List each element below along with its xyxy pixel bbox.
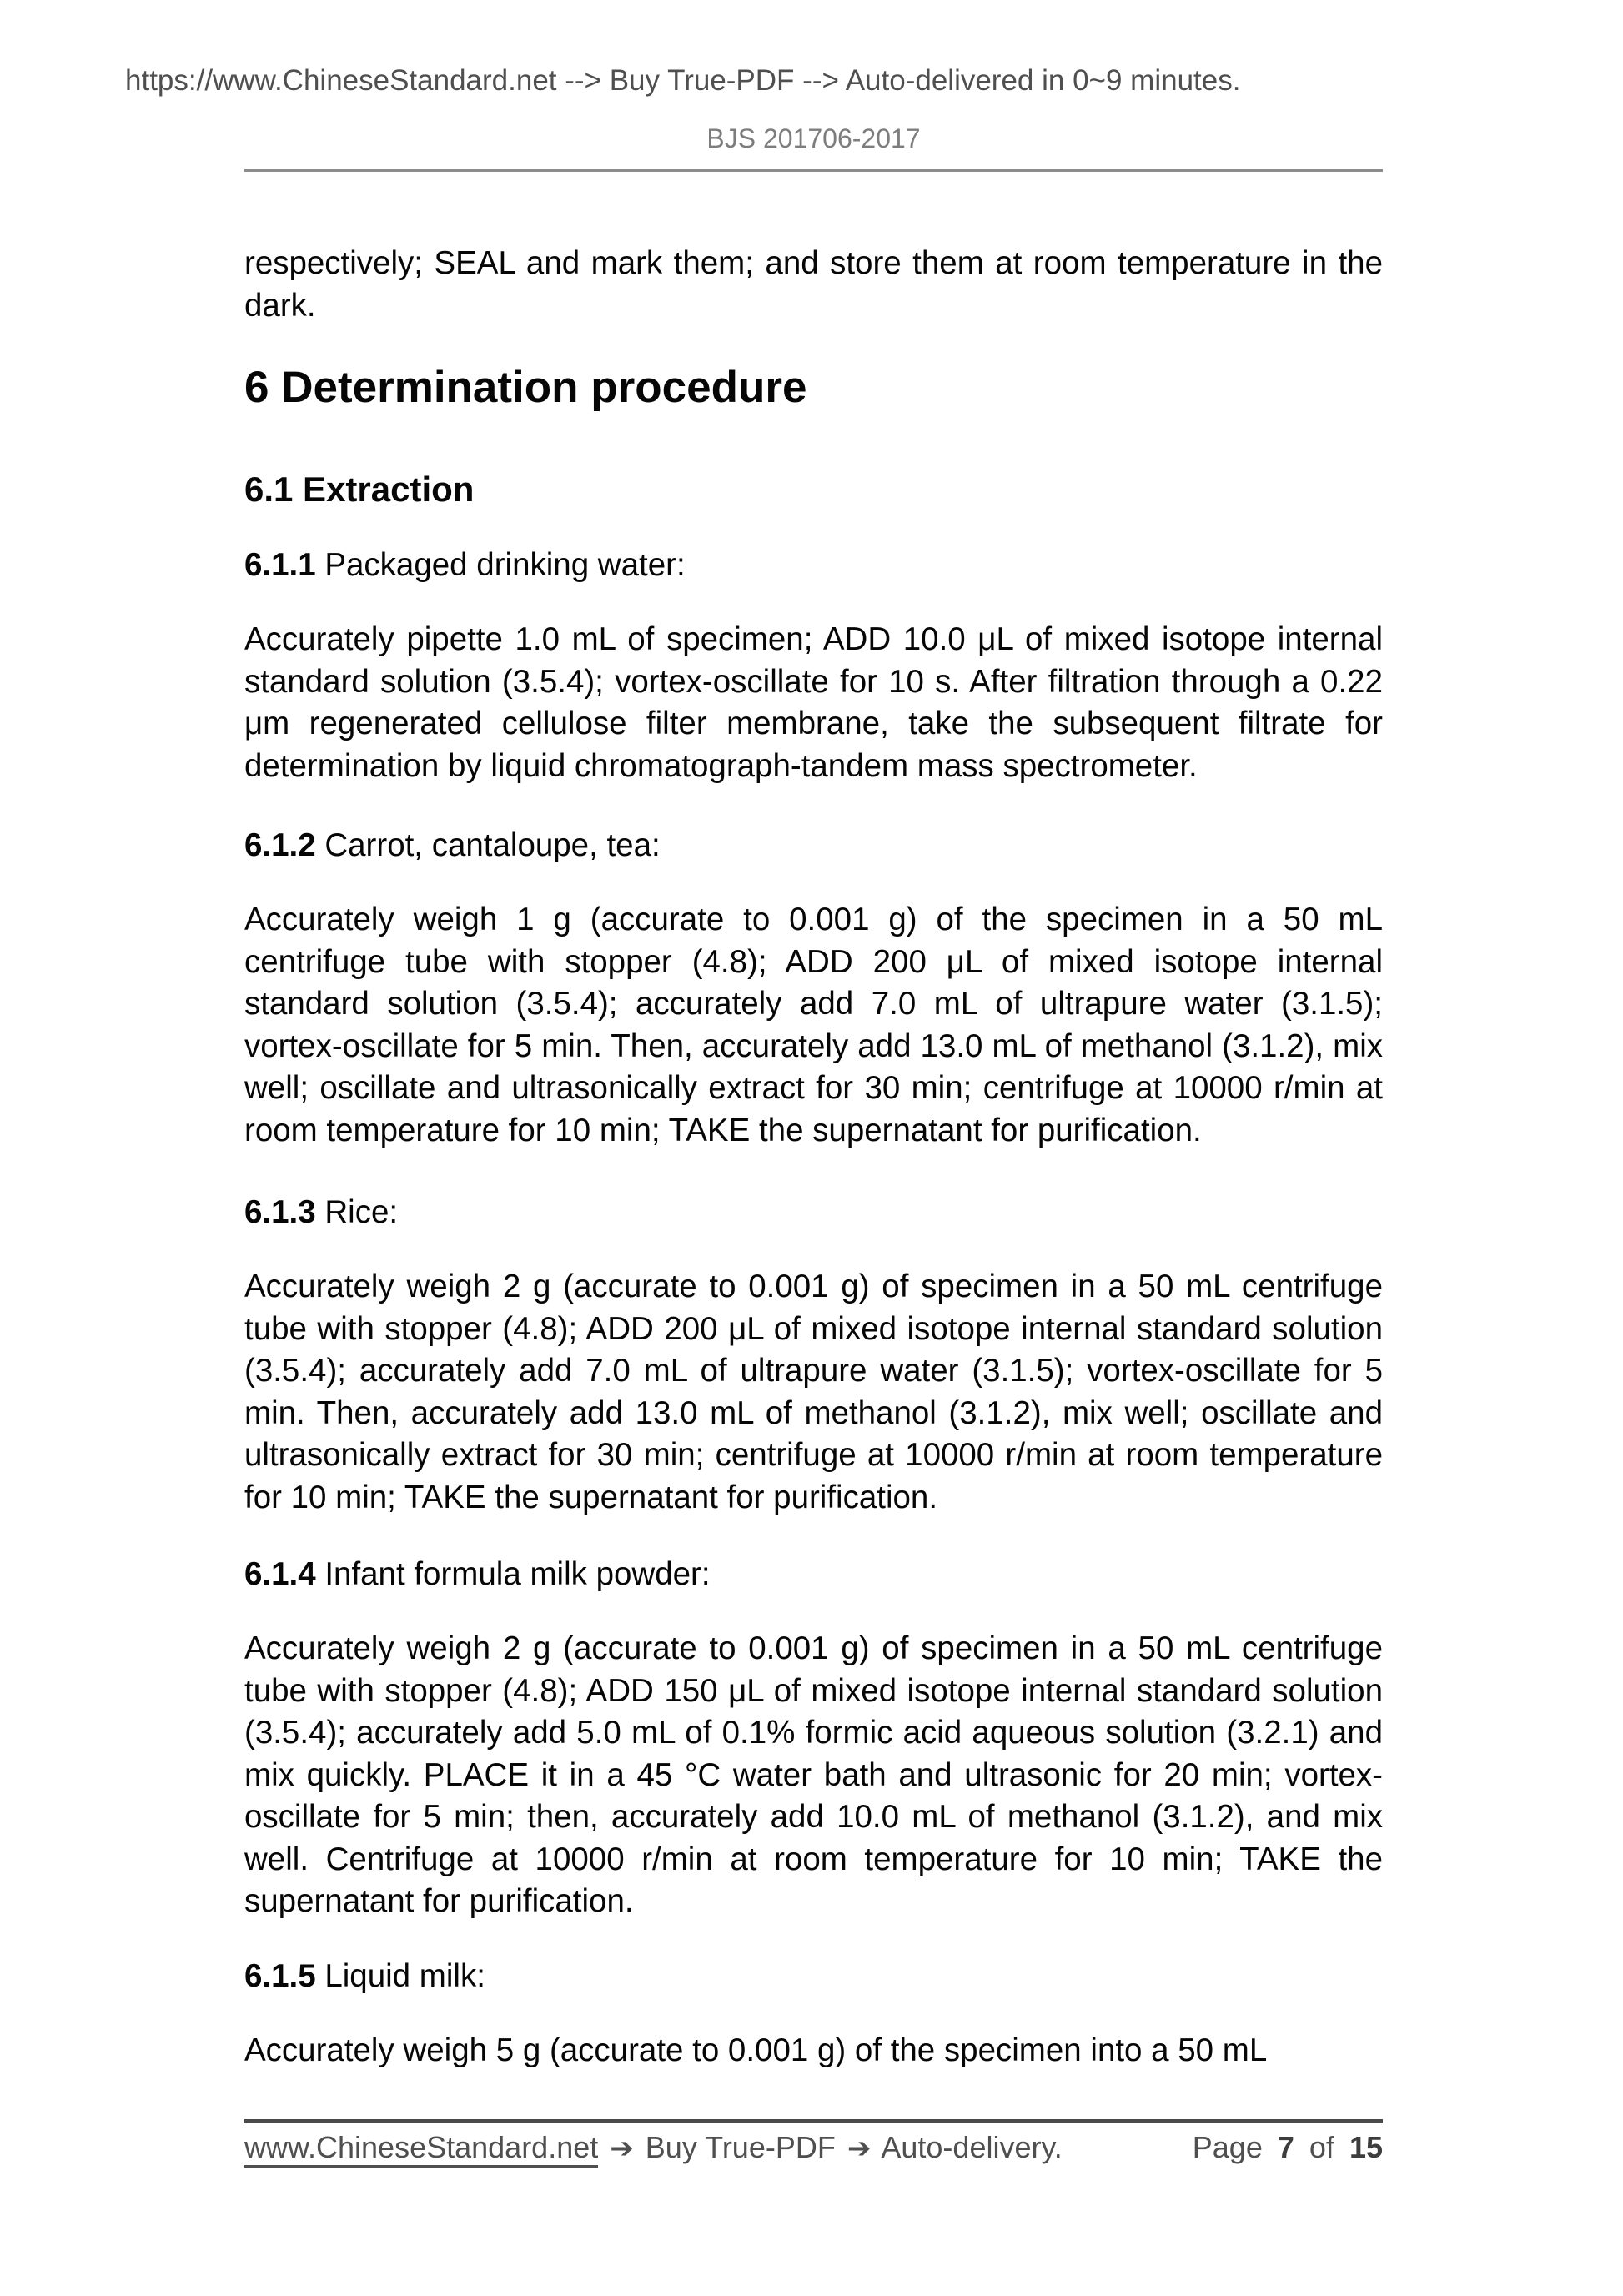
page-label: Page [1192,2130,1263,2164]
subsection-number: 6.1.3 [244,1194,316,1230]
subsection-title: Packaged drinking water: [324,547,686,583]
subsection-title: Liquid milk: [324,1957,485,1994]
chapter-heading: 6 Determination procedure [244,363,807,412]
subsection-title: Infant formula milk powder: [324,1556,711,1592]
footer-site-link[interactable]: www.ChineseStandard.net [244,2130,598,2168]
footer-action-buy: Buy True-PDF [645,2130,836,2164]
footer [244,2129,1383,2167]
footer-action-delivery: Auto-delivery. [881,2130,1063,2164]
header-url: https://www.ChineseStandard.net --> Buy True-PDF --> Auto-delivered in 0~9 minutes. [125,64,1241,97]
subsection-number: 6.1.1 [244,547,316,583]
footer-left [244,2129,1063,2167]
footer-divider [244,2119,1383,2123]
document-code: BJS 201706-2017 [706,123,921,153]
document-content [244,243,1383,2072]
subsection-paragraph-612: Accurately weigh 1 g (accurate to 0.001 g) of the specimen in a 50 mL centrifuge tube with stopper (4.8); ADD 200 μL of mixed isotope internal standard solution (3.5.4); accurately add 7.0 mL of ultrapure water (3.1.5); vortex-oscillate for 5 min. Then, accurately add 13.0 mL of methanol (3.1.2), mix well; oscillate and ultrasonically extract for 30 min; centrifuge at 10000 r/min at room temperature for 10 min; TAKE the supernatant for purification. [244,902,1383,1148]
subsection-heading-614 [244,1553,1383,1595]
page-current: 7 [1277,2130,1294,2164]
subsection-heading-613 [244,1191,1383,1233]
section-heading: 6.1 Extraction [244,470,475,509]
page-indicator [1193,2129,1383,2166]
subsection-heading-611 [244,544,1383,586]
subsection-title: Rice: [324,1194,399,1230]
paragraph-intro: respectively; SEAL and mark them; and store them at room temperature in the dark. [244,245,1383,324]
header-divider [244,169,1383,172]
subsection-number: 6.1.2 [244,827,316,863]
page-of-label: of [1309,2130,1334,2164]
arrow-icon: ➔ [847,2133,872,2164]
subsection-number: 6.1.4 [244,1556,316,1592]
subsection-paragraph-614: Accurately weigh 2 g (accurate to 0.001 g) of specimen in a 50 mL centrifuge tube with stopper (4.8); ADD 150 μL of mixed isotope internal standard solution (3.5.4); accurately add 5.0 mL of 0.1% formic acid aqueous solution (3.2.1) and mix quickly. PLACE it in a 45 °C water bath and ultrasonic for 20 min; vortex-oscillate for 5 min; then, accurately add 10.0 mL of methanol (3.1.2), and mix well. Centrifuge at 10000 r/min at room temperature for 10 min; TAKE the supernatant for purification. [244,1630,1383,1919]
subsection-heading-612 [244,824,1383,867]
subsection-paragraph-615: Accurately weigh 5 g (accurate to 0.001 g) of the specimen into a 50 mL [244,2032,1268,2068]
subsection-number: 6.1.5 [244,1957,316,1994]
page-total: 15 [1349,2130,1383,2164]
subsection-paragraph-611: Accurately pipette 1.0 mL of specimen; ADD 10.0 μL of mixed isotope internal standard solution (3.5.4); vortex-oscillate for 10 s. After filtration through a 0.22 μm regenerated cellulose filter membrane, take the subsequent filtrate for determination by liquid chromatograph-tandem mass spectrometer. [244,621,1383,784]
subsection-title: Carrot, cantaloupe, tea: [324,827,661,863]
subsection-heading-615 [244,1955,1383,1997]
arrow-icon: ➔ [610,2133,634,2164]
subsection-paragraph-613: Accurately weigh 2 g (accurate to 0.001 g) of specimen in a 50 mL centrifuge tube with stopper (4.8); ADD 200 μL of mixed isotope internal standard solution (3.5.4); accurately add 7.0 mL of ultrapure water (3.1.5); vortex-oscillate for 5 min. Then, accurately add 13.0 mL of methanol (3.1.2), mix well; oscillate and ultrasonically extract for 30 min; centrifuge at 10000 r/min at room temperature for 10 min; TAKE the supernatant for purification. [244,1269,1383,1515]
